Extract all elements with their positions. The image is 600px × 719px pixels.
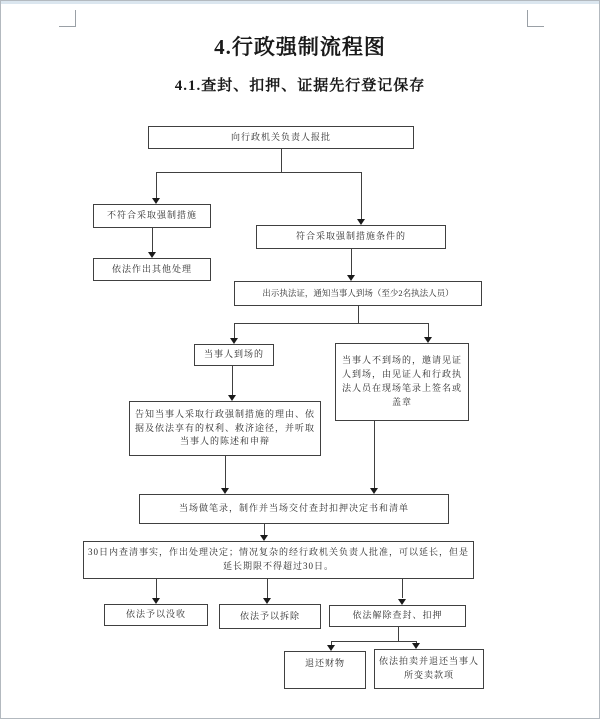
arrowhead-down [148, 252, 156, 258]
page-top-strip [1, 1, 599, 4]
connector-line [351, 249, 352, 275]
connector-line [225, 456, 226, 488]
flow-box-auction: 依法拍卖并退还当事人所变卖款项 [374, 649, 484, 689]
flow-box-return-property: 退还财物 [284, 651, 366, 689]
connector-line [428, 323, 429, 337]
connector-line [374, 421, 375, 488]
flow-box-record: 当场做笔录，制作并当场交付查封扣押决定书和清单 [139, 494, 449, 524]
arrowhead-down [230, 338, 238, 344]
page-title: 4.行政强制流程图 [214, 35, 386, 59]
arrowhead-down [221, 488, 229, 494]
arrowhead-down [228, 395, 236, 401]
connector-line [402, 579, 403, 598]
arrowhead-down [260, 535, 268, 541]
connector-line [156, 172, 362, 173]
flow-box-qualified: 符合采取强制措施条件的 [256, 225, 446, 249]
page-subtitle: 4.1.查封、扣押、证据先行登记保存 [174, 78, 426, 94]
connector-line [398, 627, 399, 641]
connector-line [281, 149, 282, 172]
connector-line [156, 172, 157, 198]
flow-box-lift-seizure: 依法解除查封、扣押 [329, 605, 466, 627]
connector-line [234, 323, 235, 338]
arrowhead-down [263, 598, 271, 604]
flow-box-decision-30days: 30日内查清事实，作出处理决定；情况复杂的经行政机关负责人批准，可以延长，但是延长期限不得超过30日。 [83, 541, 474, 579]
flow-box-not-qualified: 不符合采取强制措施 [93, 204, 211, 228]
arrowhead-down [327, 645, 335, 651]
arrowhead-down [370, 488, 378, 494]
arrowhead-down [152, 198, 160, 204]
flow-box-report: 向行政机关负责人报批 [148, 126, 414, 149]
margin-mark-top-right [527, 10, 544, 27]
arrowhead-down [357, 219, 365, 225]
connector-line [156, 579, 157, 598]
flow-box-confiscate: 依法予以没收 [104, 604, 208, 626]
connector-line [232, 366, 233, 395]
connector-line [234, 323, 428, 324]
flow-box-party-present: 当事人到场的 [194, 344, 274, 366]
arrowhead-down [347, 275, 355, 281]
flow-box-show-credentials: 出示执法证，通知当事人到场（至少2名执法人员） [234, 281, 482, 306]
arrowhead-down [398, 599, 406, 605]
connector-line [361, 172, 362, 219]
connector-line [264, 524, 265, 535]
connector-line [267, 579, 268, 598]
connector-line [358, 306, 359, 323]
flow-box-other-handling: 依法作出其他处理 [93, 258, 211, 281]
arrowhead-down [424, 337, 432, 343]
connector-line [331, 641, 416, 642]
flow-box-inform: 告知当事人采取行政强制措施的理由、依据及依法享有的权利、救济途径，并听取当事人的陈述和申辩 [129, 401, 321, 456]
flow-box-demolish: 依法予以拆除 [219, 604, 321, 629]
flow-box-party-absent: 当事人不到场的，邀请见证人到场，由见证人和行政执法人员在现场笔录上签名或盖章 [335, 343, 469, 421]
margin-mark-top-left [59, 10, 76, 27]
connector-line [152, 228, 153, 252]
arrowhead-down [152, 598, 160, 604]
arrowhead-down [412, 643, 420, 649]
